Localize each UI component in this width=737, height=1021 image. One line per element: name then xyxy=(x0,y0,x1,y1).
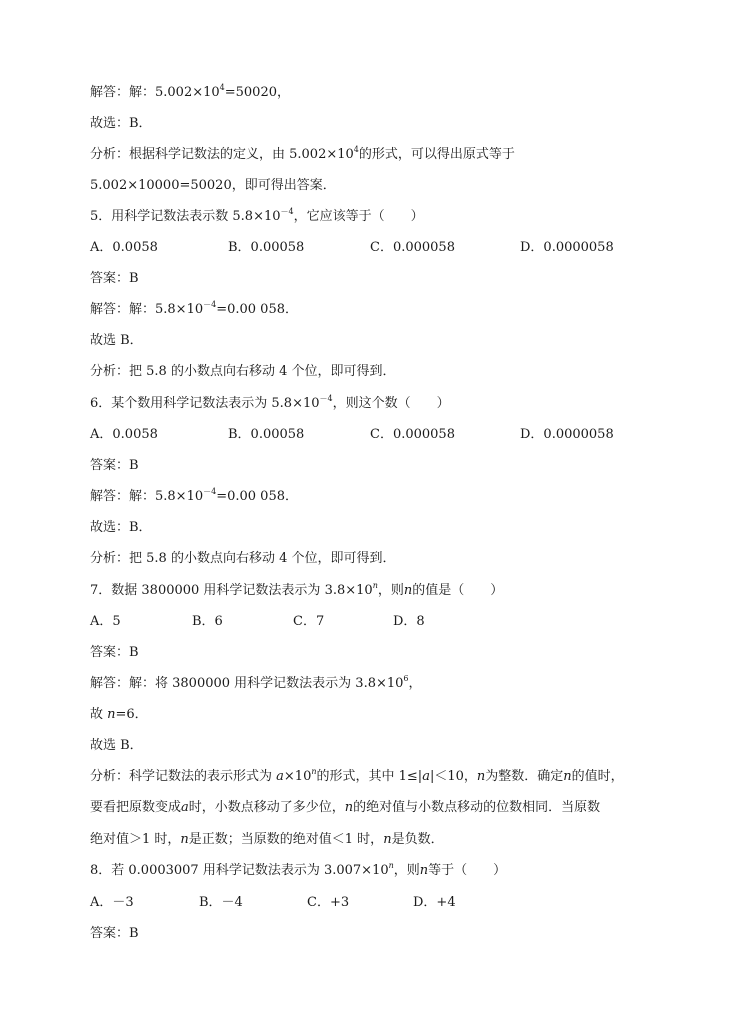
q6-option-c: C．0.000058 xyxy=(370,427,455,442)
solution-line xyxy=(90,302,298,318)
text: 时，小数点移动了多少位， xyxy=(188,800,345,815)
text: ， xyxy=(408,676,422,691)
q8-option-d: D．+4 xyxy=(413,895,456,910)
q5-option-a: A．0.0058 xyxy=(90,240,158,255)
variable: n xyxy=(107,707,116,722)
text: =0.00 058． xyxy=(216,489,298,504)
variable: n xyxy=(476,769,486,784)
exponent: n xyxy=(388,861,394,870)
analysis-line: 5.002×10000=50020，即可得出答案． xyxy=(90,178,336,193)
question-7 xyxy=(90,583,503,599)
choice-line: 故选 B． xyxy=(90,333,143,348)
text: ，则这个数（ ） xyxy=(332,396,450,411)
text: 6．某个数用科学记数法表示为 5.8×10 xyxy=(90,396,320,411)
text: 的值是（ ） xyxy=(412,583,504,598)
analysis-line: 分析：把 5.8 的小数点向右移动 4 个位，即可得到． xyxy=(90,551,396,566)
text: 解答：解：5.002×10 xyxy=(90,85,220,100)
solution-line xyxy=(90,85,290,101)
choice-line: 故选：B． xyxy=(90,520,152,535)
q7-option-a: A．5 xyxy=(90,614,121,629)
text: 5．用科学记数法表示数 5.8×10 xyxy=(90,209,281,224)
exponent: 4 xyxy=(353,145,359,154)
answer-line: 答案：B xyxy=(90,271,139,286)
q6-option-b: B．0.00058 xyxy=(228,427,305,442)
variable: n xyxy=(383,832,392,847)
text: 8．若 0.0003007 用科学记数法表示为 3.007×10 xyxy=(90,863,389,878)
text: |＜10， xyxy=(429,769,477,784)
analysis-line xyxy=(90,147,515,163)
question-8 xyxy=(90,863,506,879)
question-5 xyxy=(90,209,424,225)
exponent: n xyxy=(311,767,317,776)
analysis-line xyxy=(90,769,624,785)
q7-option-b: B．6 xyxy=(192,614,223,629)
text: 解答：解：将 3800000 用科学记数法表示为 3.8×10 xyxy=(90,676,404,691)
text: 要看把原数变成 xyxy=(90,800,182,815)
variable: a xyxy=(181,800,189,815)
solution-line xyxy=(90,489,298,505)
text: ×10 xyxy=(283,769,312,784)
analysis-line: 分析：把 5.8 的小数点向右移动 4 个位，即可得到． xyxy=(90,364,396,379)
text: ，它应该等于（ ） xyxy=(293,209,424,224)
exponent: －4 xyxy=(203,487,217,496)
exponent: 6 xyxy=(403,674,409,683)
variable: n xyxy=(403,583,413,598)
text: 7．数据 3800000 用科学记数法表示为 3.8×10 xyxy=(90,583,373,598)
text: 故 xyxy=(90,707,108,722)
text: 绝对值＞1 时， xyxy=(90,832,181,847)
text: 是负数． xyxy=(391,832,444,847)
analysis-line xyxy=(90,832,444,848)
solution-line xyxy=(90,676,422,692)
variable: a xyxy=(276,769,284,784)
text: ，则 xyxy=(377,583,404,598)
variable: n xyxy=(344,800,354,815)
q7-option-c: C．7 xyxy=(293,614,325,629)
text: 的形式，其中 1≤| xyxy=(316,769,423,784)
text: 是正数；当原数的绝对值＜1 时， xyxy=(188,832,384,847)
text: =50020， xyxy=(224,85,290,100)
text: 分析：根据科学记数法的定义，由 5.002×10 xyxy=(90,147,354,162)
exponent: 4 xyxy=(219,83,225,92)
analysis-line xyxy=(90,800,600,816)
solution-line xyxy=(90,707,148,723)
text: 解答：解：5.8×10 xyxy=(90,489,204,504)
exponent: n xyxy=(372,581,378,590)
variable: n xyxy=(563,769,572,784)
text: 分析：科学记数法的表示形式为 xyxy=(90,769,277,784)
choice-line: 故选：B． xyxy=(90,116,152,131)
text: 的形式，可以得出原式等于 xyxy=(358,147,515,162)
q8-option-c: C．+3 xyxy=(307,895,350,910)
text: =6． xyxy=(115,707,148,722)
text: 解答：解：5.8×10 xyxy=(90,302,204,317)
q6-option-a: A．0.0058 xyxy=(90,427,158,442)
exponent: －4 xyxy=(203,300,217,309)
q8-option-b: B．－4 xyxy=(199,895,243,910)
text: =0.00 058． xyxy=(216,302,298,317)
choice-line: 故选 B． xyxy=(90,738,143,753)
text: 等于（ ） xyxy=(428,863,507,878)
text: ，则 xyxy=(393,863,420,878)
variable: a xyxy=(422,769,430,784)
text: 为整数．确定 xyxy=(485,769,564,784)
variable: n xyxy=(180,832,189,847)
q5-option-b: B．0.00058 xyxy=(228,240,305,255)
variable: n xyxy=(419,863,429,878)
q5-option-d: D．0.0000058 xyxy=(520,240,614,255)
q7-option-d: D．8 xyxy=(393,614,425,629)
answer-line: 答案：B xyxy=(90,926,139,941)
q8-option-a: A．－3 xyxy=(90,895,134,910)
exponent: －4 xyxy=(280,207,294,216)
q6-option-d: D．0.0000058 xyxy=(520,427,614,442)
question-6 xyxy=(90,396,450,412)
answer-line: 答案：B xyxy=(90,645,139,660)
q5-option-c: C．0.000058 xyxy=(370,240,455,255)
exponent: －4 xyxy=(319,394,333,403)
answer-line: 答案：B xyxy=(90,458,139,473)
text: 的值时， xyxy=(571,769,624,784)
text: 的绝对值与小数点移动的位数相同．当原数 xyxy=(353,800,601,815)
